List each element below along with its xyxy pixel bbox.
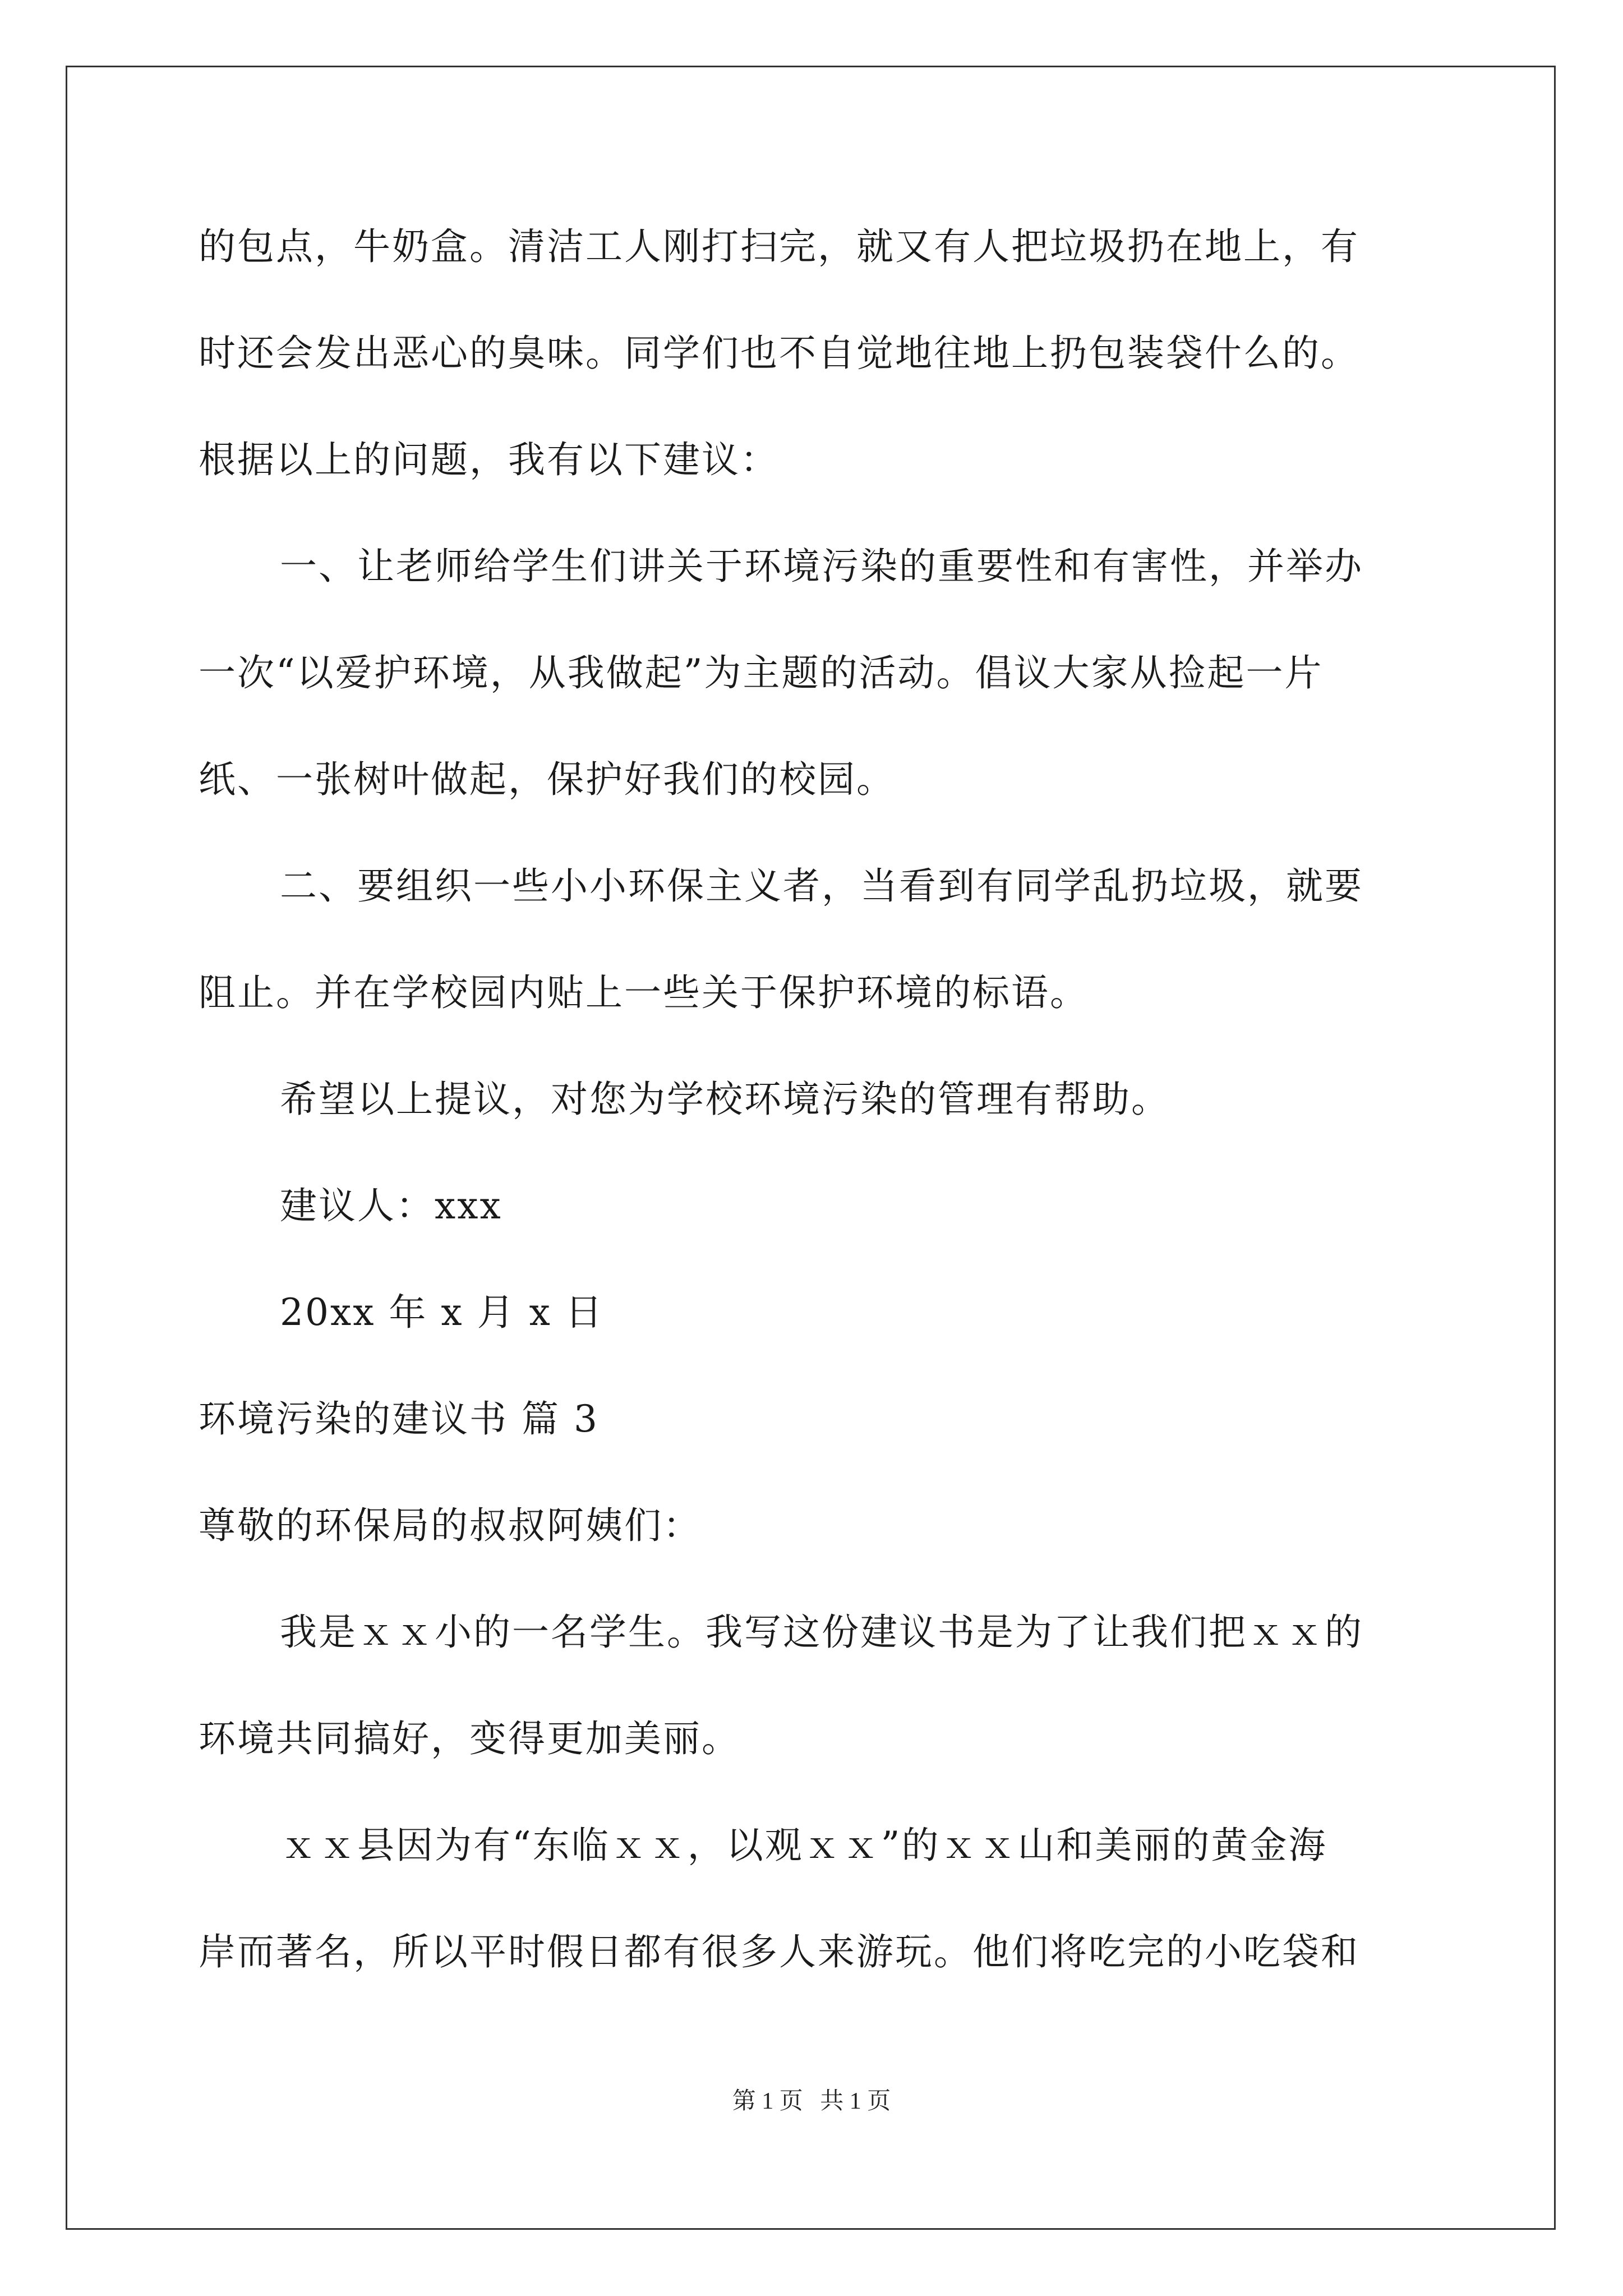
document-body: [199, 216, 1424, 2028]
text-line: 时还会发出恶心的臭味。同学们也不自觉地往地上扔包装袋什么的。: [199, 332, 1359, 375]
date-line: 20xx 年 x 月 x 日: [280, 1291, 604, 1334]
text-line: ｘｘ县因为有“东临ｘｘ，以观ｘｘ”的ｘｘ山和美丽的黄金海: [280, 1824, 1327, 1867]
text-line: 环境共同搞好，变得更加美丽。: [199, 1717, 740, 1760]
text-line: 阻止。并在学校园内贴上一些关于保护环境的标语。: [199, 971, 1089, 1014]
text-line: 二、要组织一些小小环保主义者，当看到有同学乱扔垃圾，就要: [280, 864, 1363, 908]
text-line: 希望以上提议，对您为学校环境污染的管理有帮助。: [280, 1078, 1170, 1121]
text-line: 纸、一张树叶做起，保护好我们的校园。: [199, 758, 895, 801]
signature-line: 建议人：xxx: [280, 1184, 502, 1227]
page-number: 第 1 页: [732, 2088, 803, 2114]
text-line: 根据以上的问题，我有以下建议：: [199, 438, 779, 481]
page-total: 共 1 页: [820, 2088, 891, 2114]
salutation: 尊敬的环保局的叔叔阿姨们：: [199, 1504, 702, 1547]
page-footer: [0, 2082, 1623, 2116]
text-line: 一、让老师给学生们讲关于环境污染的重要性和有害性，并举办: [280, 545, 1363, 588]
text-line: 我是ｘｘ小的一名学生。我写这份建议书是为了让我们把ｘｘ的: [280, 1611, 1363, 1654]
text-line: 岸而著名，所以平时假日都有很多人来游玩。他们将吃完的小吃袋和: [199, 1930, 1359, 1973]
text-line: 的包点，牛奶盒。清洁工人刚打扫完，就又有人把垃圾扔在地上，有: [199, 225, 1359, 268]
text-line: 一次“以爱护环境，从我做起”为主题的活动。倡议大家从捡起一片: [199, 651, 1324, 694]
section-heading: 环境污染的建议书 篇 3: [199, 1397, 599, 1441]
